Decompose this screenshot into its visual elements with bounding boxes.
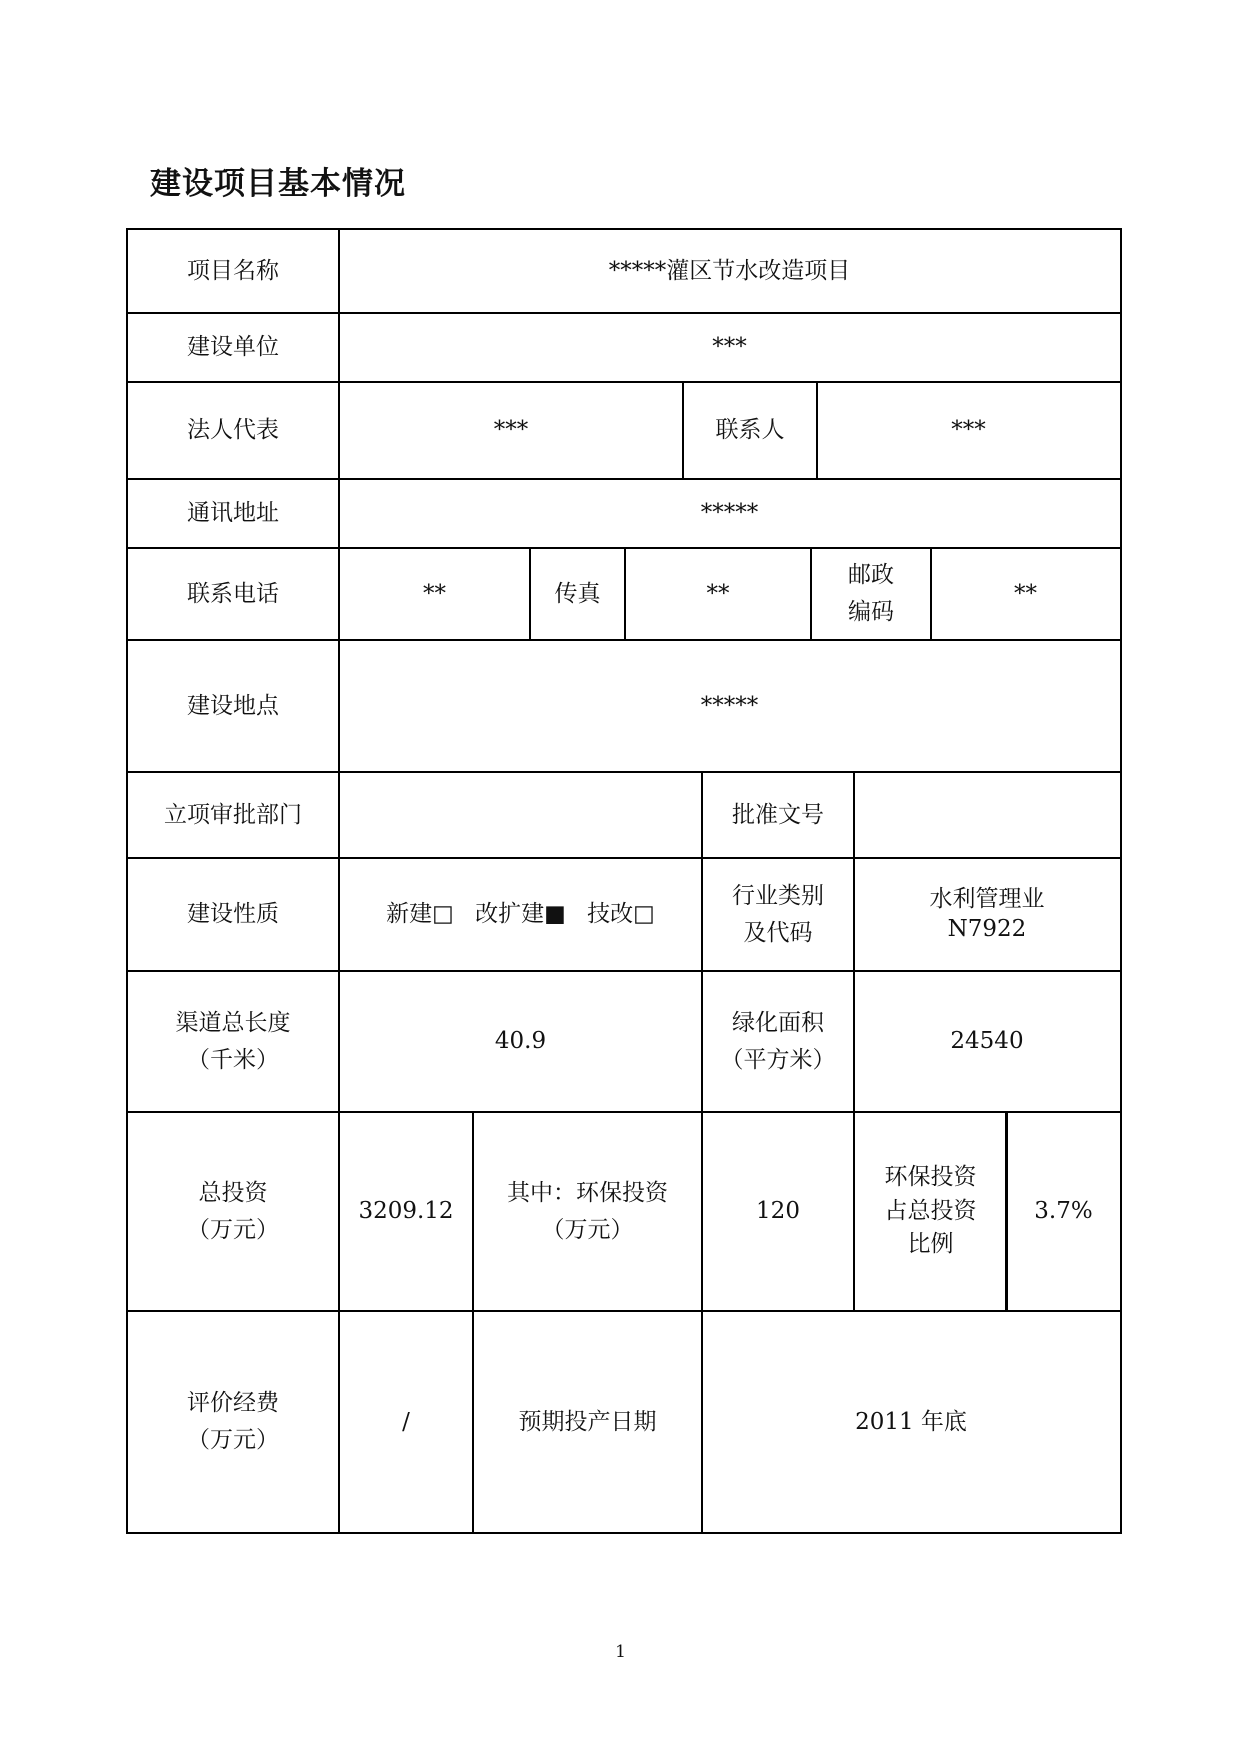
table-column-rule	[816, 381, 818, 479]
table-column-rule	[529, 547, 531, 640]
value-builder: ***	[712, 334, 747, 361]
value-nature-options: 新建□ 改扩建■ 技改□	[386, 901, 655, 928]
label-approval-dept: 立项审批部门	[164, 801, 302, 828]
label-green-area: 绿化面积 （平方米）	[720, 1009, 836, 1073]
label-env-ratio: 环保投资 占总投资 比例	[884, 1164, 977, 1258]
page-number: 1	[615, 1642, 626, 1662]
page-heading: 建设项目基本情况	[150, 166, 406, 202]
table-column-rule	[682, 381, 684, 479]
label-production-date: 预期投产日期	[518, 1408, 657, 1435]
label-eval-fee: 评价经费 （万元）	[187, 1390, 279, 1453]
value-industry: 水利管理业 N7922	[929, 885, 1045, 942]
value-address: *****	[700, 500, 759, 527]
table-column-rule	[624, 547, 626, 640]
value-production-date: 2011 年底	[855, 1408, 967, 1435]
value-green-area: 24540	[950, 1028, 1024, 1055]
value-location: *****	[700, 692, 759, 719]
table-rule	[127, 1310, 1121, 1312]
value-env-ratio: 3.7%	[1034, 1198, 1093, 1225]
label-investment: 总投资 （万元）	[187, 1179, 279, 1243]
table-rule	[127, 381, 1121, 383]
table-rule	[127, 478, 1121, 480]
table-column-rule	[810, 547, 812, 640]
table-column-rule	[853, 771, 855, 1312]
label-contact: 联系人	[715, 417, 785, 444]
table-column-rule	[701, 771, 703, 1534]
value-eval-fee: /	[402, 1408, 410, 1435]
label-project-name: 项目名称	[187, 257, 279, 284]
label-location: 建设地点	[187, 692, 279, 719]
value-approval-dept	[339, 772, 702, 858]
value-contact: ***	[951, 417, 986, 444]
value-legal-rep: ***	[493, 417, 529, 444]
table-column-rule	[930, 547, 932, 640]
value-env-investment: 120	[756, 1198, 800, 1225]
table-rule	[127, 970, 1121, 972]
table-border-bottom	[127, 1532, 1121, 1534]
table-rule	[127, 1111, 1121, 1113]
label-address: 通讯地址	[187, 500, 279, 527]
value-approval-doc	[854, 772, 1120, 858]
value-investment: 3209.12	[358, 1198, 454, 1225]
value-channel: 40.9	[494, 1028, 547, 1055]
table-column-rule	[1005, 1111, 1008, 1311]
label-builder: 建设单位	[187, 334, 279, 361]
label-postcode: 邮政 编码	[848, 562, 894, 625]
value-project-name: *****灌区节水改造项目	[608, 257, 851, 284]
value-fax: **	[706, 580, 730, 607]
table-column-rule	[472, 1111, 474, 1534]
label-industry: 行业类别 及代码	[732, 882, 824, 946]
table-rule	[127, 771, 1121, 773]
label-approval-doc: 批准文号	[732, 801, 824, 828]
table-border-left	[126, 228, 128, 1534]
value-postcode: **	[1014, 580, 1037, 607]
label-legal-rep: 法人代表	[187, 417, 279, 444]
label-env-investment: 其中：环保投资 （万元）	[507, 1179, 668, 1243]
table-rule	[127, 857, 1121, 859]
table-border-top	[127, 228, 1121, 230]
value-phone: **	[423, 580, 446, 607]
table-column-rule	[338, 228, 340, 1534]
label-nature: 建设性质	[187, 901, 279, 928]
label-phone: 联系电话	[187, 580, 279, 607]
table-border-right	[1120, 228, 1122, 1534]
label-channel: 渠道总长度 （千米）	[175, 1009, 291, 1073]
table-rule	[127, 312, 1121, 314]
label-fax: 传真	[554, 580, 601, 607]
